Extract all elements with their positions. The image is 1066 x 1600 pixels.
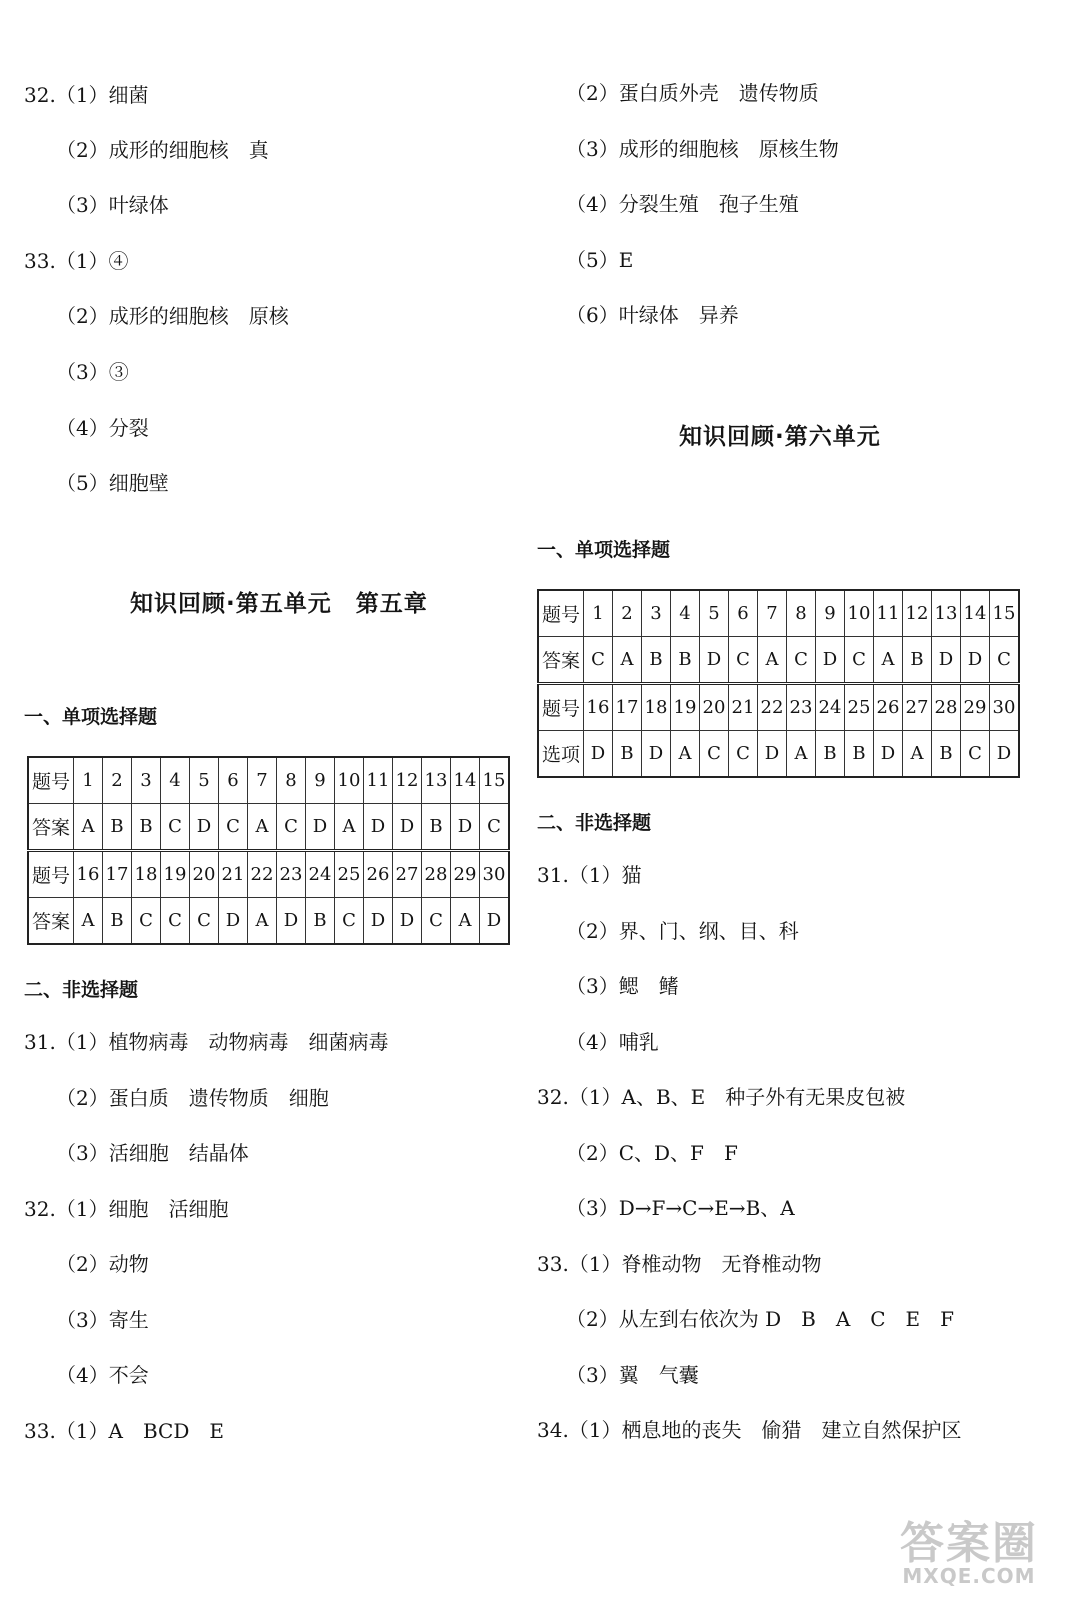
table-cell: 21 <box>729 684 758 731</box>
table-cell: B <box>816 731 845 778</box>
table-cell: D <box>306 804 335 851</box>
table-cell: A <box>248 804 277 851</box>
table-cell: 24 <box>816 684 845 731</box>
table-cell: 24 <box>306 851 335 898</box>
watermark-logo <box>900 1518 1038 1588</box>
table-cell: D <box>480 898 510 945</box>
table-cell: A <box>613 637 642 684</box>
table-cell: B <box>671 637 700 684</box>
table-cell: C <box>584 637 613 684</box>
table-cell: 20 <box>190 851 219 898</box>
table-cell: 22 <box>248 851 277 898</box>
section-title: 知识回顾·第五单元 第五章 <box>130 591 428 617</box>
table-cell: 6 <box>729 590 758 637</box>
table-cell: A <box>74 898 103 945</box>
answer-line: 34.（1）栖息地的丧失 偷猎 建立自然保护区 <box>537 1418 962 1442</box>
table-cell: B <box>642 637 671 684</box>
section-heading: 一、单项选择题 <box>24 706 158 728</box>
table-cell: B <box>103 898 132 945</box>
table-cell: B <box>613 731 642 778</box>
answer-line: （2）成形的细胞核 真 <box>56 138 269 162</box>
section-heading: 二、非选择题 <box>24 979 139 1001</box>
table-cell: C <box>161 898 190 945</box>
table-cell: 14 <box>451 757 480 804</box>
table-cell: C <box>161 804 190 851</box>
table-cell: 15 <box>480 757 510 804</box>
table-cell: 23 <box>277 851 306 898</box>
table-cell: C <box>787 637 816 684</box>
table-cell: D <box>277 898 306 945</box>
answer-table <box>27 756 510 945</box>
table-cell: 8 <box>787 590 816 637</box>
answer-line: （3）翼 气囊 <box>566 1363 699 1387</box>
table-cell: D <box>758 731 787 778</box>
answer-line: （3）③ <box>56 360 129 384</box>
answer-line: （2）C、D、F F <box>566 1141 738 1165</box>
table-cell: B <box>932 731 961 778</box>
answer-line: （4）不会 <box>56 1363 149 1387</box>
table-cell: D <box>451 804 480 851</box>
section-heading: 一、单项选择题 <box>537 539 671 561</box>
table-cell: 30 <box>990 684 1020 731</box>
table-header-cell: 题号 <box>28 757 74 804</box>
table-cell: 19 <box>671 684 700 731</box>
table-header-cell: 题号 <box>538 590 584 637</box>
table-cell: 22 <box>758 684 787 731</box>
answer-line: 32.（1）细菌 <box>24 83 149 107</box>
table-cell: A <box>451 898 480 945</box>
table-cell: D <box>584 731 613 778</box>
answer-line: （3）鳃 鳍 <box>566 974 679 998</box>
table-cell: 25 <box>845 684 874 731</box>
table-cell: 13 <box>932 590 961 637</box>
table-cell: 9 <box>816 590 845 637</box>
table-cell: 12 <box>393 757 422 804</box>
table-cell: D <box>219 898 248 945</box>
table-cell: A <box>671 731 700 778</box>
table-cell: D <box>816 637 845 684</box>
table-header-cell: 答案 <box>28 898 74 945</box>
table-cell: 28 <box>422 851 451 898</box>
table-cell: D <box>874 731 903 778</box>
table-cell: A <box>335 804 364 851</box>
table-cell: D <box>932 637 961 684</box>
watermark-text: 答案圈 <box>900 1518 1038 1569</box>
table-cell: 11 <box>874 590 903 637</box>
table-cell: 2 <box>613 590 642 637</box>
table-cell: 21 <box>219 851 248 898</box>
table-cell: A <box>787 731 816 778</box>
answer-line: （6）叶绿体 异养 <box>566 303 739 327</box>
table-cell: D <box>364 898 393 945</box>
table-header-cell: 题号 <box>28 851 74 898</box>
table-header-cell: 答案 <box>538 637 584 684</box>
table-cell: B <box>306 898 335 945</box>
table-cell: 17 <box>613 684 642 731</box>
table-cell: 8 <box>277 757 306 804</box>
table-cell: 5 <box>190 757 219 804</box>
table-cell: C <box>990 637 1020 684</box>
table-cell: 26 <box>874 684 903 731</box>
table-cell: 4 <box>671 590 700 637</box>
table-cell: 18 <box>642 684 671 731</box>
table-cell: B <box>422 804 451 851</box>
table-cell: 7 <box>248 757 277 804</box>
table-cell: 29 <box>961 684 990 731</box>
table-cell: 17 <box>103 851 132 898</box>
table-cell: 30 <box>480 851 510 898</box>
table-cell: A <box>248 898 277 945</box>
table-cell: D <box>364 804 393 851</box>
table-cell: D <box>393 804 422 851</box>
table-cell: 29 <box>451 851 480 898</box>
table-cell: C <box>132 898 161 945</box>
table-cell: 26 <box>364 851 393 898</box>
answer-line: （5）E <box>566 248 634 272</box>
table-cell: D <box>990 731 1020 778</box>
table-cell: B <box>132 804 161 851</box>
table-cell: A <box>903 731 932 778</box>
table-cell: 2 <box>103 757 132 804</box>
table-cell: 6 <box>219 757 248 804</box>
answer-line: （2）动物 <box>56 1252 149 1276</box>
answer-line: 33.（1）④ <box>24 249 129 273</box>
table-cell: A <box>74 804 103 851</box>
answer-line: （3）叶绿体 <box>56 193 169 217</box>
table-cell: 9 <box>306 757 335 804</box>
watermark-url: MXQE.COM <box>902 1564 1036 1588</box>
table-cell: 10 <box>845 590 874 637</box>
answer-line: （3）寄生 <box>56 1308 149 1332</box>
table-cell: C <box>729 637 758 684</box>
table-cell: C <box>729 731 758 778</box>
table-cell: 11 <box>364 757 393 804</box>
table-cell: 15 <box>990 590 1020 637</box>
table-cell: 5 <box>700 590 729 637</box>
table-cell: A <box>758 637 787 684</box>
table-cell: 12 <box>903 590 932 637</box>
table-cell: A <box>874 637 903 684</box>
table-cell: 27 <box>393 851 422 898</box>
answer-line: （3）活细胞 结晶体 <box>56 1141 249 1165</box>
table-cell: D <box>642 731 671 778</box>
table-cell: C <box>845 637 874 684</box>
table-cell: 23 <box>787 684 816 731</box>
table-cell: 13 <box>422 757 451 804</box>
answer-line: （2）蛋白质外壳 遗传物质 <box>566 81 819 105</box>
table-cell: 27 <box>903 684 932 731</box>
answer-line: 32.（1）A、B、E 种子外有无果皮包被 <box>537 1085 906 1109</box>
table-cell: 25 <box>335 851 364 898</box>
table-header-cell: 题号 <box>538 684 584 731</box>
answer-line: （3）成形的细胞核 原核生物 <box>566 137 839 161</box>
table-cell: C <box>190 898 219 945</box>
answer-line: 33.（1）脊椎动物 无脊椎动物 <box>537 1252 822 1276</box>
table-cell: 28 <box>932 684 961 731</box>
table-cell: 20 <box>700 684 729 731</box>
table-header-cell: 选项 <box>538 731 584 778</box>
table-cell: C <box>219 804 248 851</box>
answer-line: （4）分裂生殖 孢子生殖 <box>566 192 799 216</box>
table-cell: 14 <box>961 590 990 637</box>
answer-line: 31.（1）植物病毒 动物病毒 细菌病毒 <box>24 1030 389 1054</box>
section-heading: 二、非选择题 <box>537 812 652 834</box>
table-cell: 1 <box>584 590 613 637</box>
section-title: 知识回顾·第六单元 <box>679 424 881 450</box>
answer-line: （2）从左到右依次为 D B A C E F <box>566 1307 955 1331</box>
table-cell: 3 <box>132 757 161 804</box>
answer-line: 32.（1）细胞 活细胞 <box>24 1197 229 1221</box>
table-cell: B <box>103 804 132 851</box>
table-cell: C <box>700 731 729 778</box>
table-cell: 1 <box>74 757 103 804</box>
table-cell: D <box>190 804 219 851</box>
table-cell: 18 <box>132 851 161 898</box>
table-cell: C <box>335 898 364 945</box>
table-cell: B <box>845 731 874 778</box>
answer-line: （5）细胞壁 <box>56 471 169 495</box>
answer-line: （2）成形的细胞核 原核 <box>56 304 289 328</box>
table-cell: B <box>903 637 932 684</box>
table-cell: 10 <box>335 757 364 804</box>
table-cell: 7 <box>758 590 787 637</box>
table-cell: C <box>422 898 451 945</box>
table-cell: C <box>961 731 990 778</box>
table-cell: 16 <box>584 684 613 731</box>
answer-line: （2）蛋白质 遗传物质 细胞 <box>56 1086 329 1110</box>
table-cell: D <box>961 637 990 684</box>
answer-line: （4）分裂 <box>56 416 149 440</box>
answer-line: 33.（1）A BCD E <box>24 1419 224 1443</box>
table-cell: D <box>393 898 422 945</box>
answer-line: （3）D→F→C→E→B、A <box>566 1196 795 1220</box>
table-cell: 19 <box>161 851 190 898</box>
answer-table <box>537 589 1020 778</box>
table-cell: 4 <box>161 757 190 804</box>
table-cell: D <box>700 637 729 684</box>
table-header-cell: 答案 <box>28 804 74 851</box>
answer-line: （2）界、门、纲、目、科 <box>566 919 799 943</box>
table-cell: 16 <box>74 851 103 898</box>
table-cell: C <box>480 804 510 851</box>
answer-line: 31.（1）猫 <box>537 863 642 887</box>
table-cell: C <box>277 804 306 851</box>
answer-line: （4）哺乳 <box>566 1030 659 1054</box>
table-cell: 3 <box>642 590 671 637</box>
